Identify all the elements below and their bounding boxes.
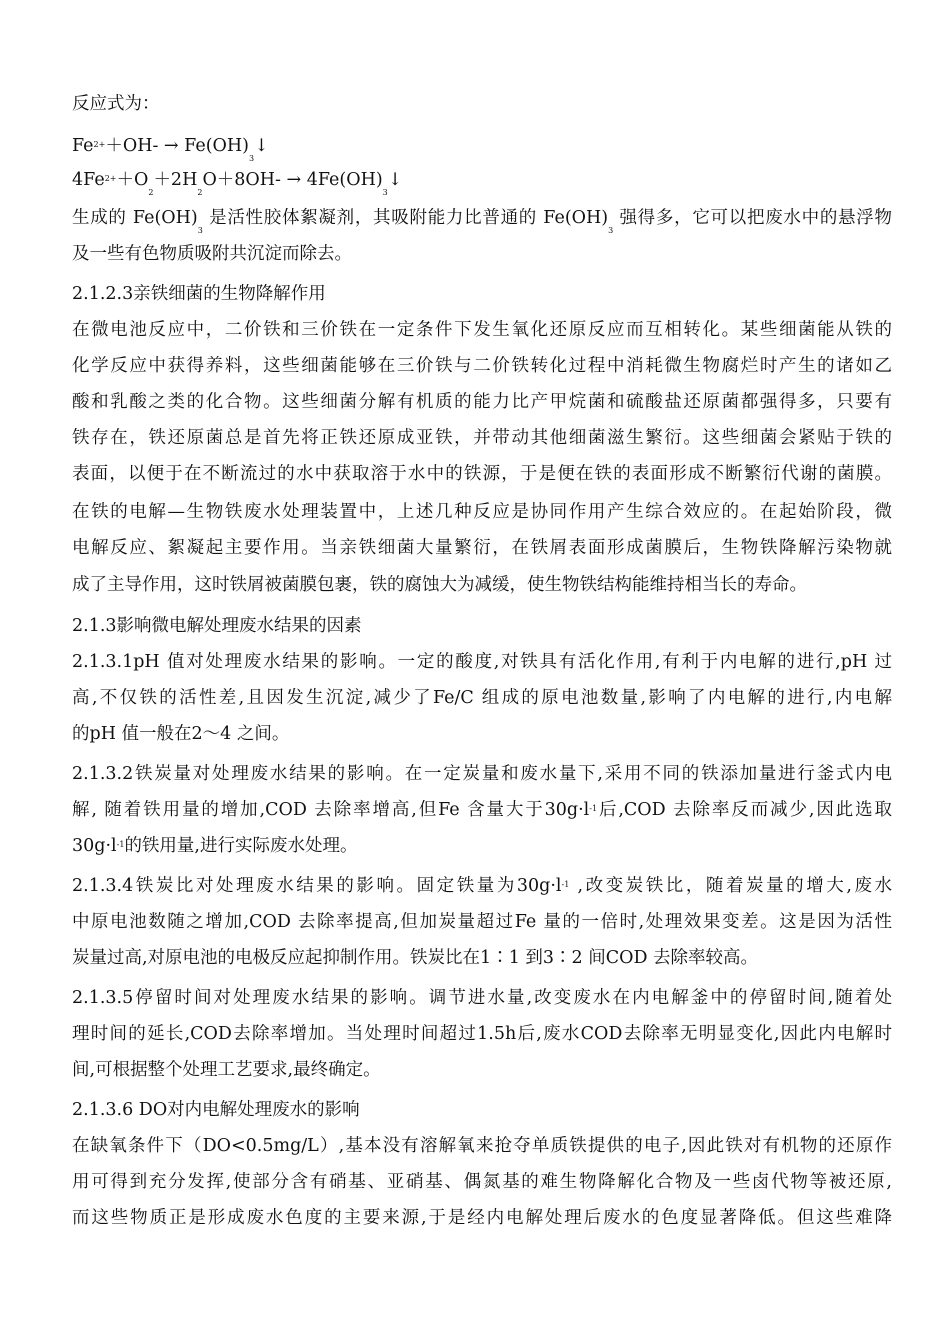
- text-line: 2.1.3.4铁炭比对处理废水结果的影响。固定铁量为$30g\cdot l^{-1}$ ,改变炭铁比，随着炭量的增大,废水: [72, 876, 893, 896]
- text-line: 高,不仅铁的活性差,且因发生沉淀,减少了Fe/C 组成的原电池数量,影响了内电解的进行,内电解: [72, 688, 892, 708]
- text-line: 中原电池数随之增加,COD 去除率提高,但加炭量超过Fe 量的一倍时,处理效果变差。这是因为活性: [72, 912, 892, 932]
- text-line: 而这些物质正是形成废水色度的主要来源,于是经内电解处理后废水的色度显著降低。但这些难降: [72, 1208, 892, 1228]
- text-line: $30g\cdot l^{-1}$的铁用量,进行实际废水处理。: [72, 836, 358, 856]
- text-line: 表面，以便于在不断流过的水中获取溶于水中的铁源，于是便在铁的表面形成不断繁衍代谢的菌膜。: [72, 464, 892, 484]
- text-line: 铁存在，铁还原菌总是首先将正铁还原成亚铁，并带动其他细菌滋生繁衍。这些细菌会紧贴于铁的: [72, 428, 892, 448]
- text-line: 反应式为：: [72, 94, 160, 114]
- text-line: 在铁的电解—生物铁废水处理装置中，上述几种反应是协同作用产生综合效应的。在起始阶段，微: [72, 502, 892, 522]
- text-line: 化学反应中获得养料，这些细菌能够在三价铁与二价铁转化过程中消耗微生物腐烂时产生的诸如乙: [72, 356, 892, 376]
- text-line: 间,可根据整个处理工艺要求,最终确定。: [72, 1060, 381, 1080]
- equation-line: $Fe^{2+}+OH-$ → $Fe(OH)_3↓$: [72, 136, 269, 163]
- text-line: 在缺氧条件下（DO<0.5mg/L）,基本没有溶解氧来抢夺单质铁提供的电子,因此铁对有机物的还原作: [72, 1136, 892, 1156]
- text-line: 用可得到充分发挥,使部分含有硝基、亚硝基、偶氮基的难生物降解化合物及一些卤代物等被还原,: [72, 1172, 892, 1192]
- section-heading: 2.1.3影响微电解处理废水结果的因素: [72, 616, 362, 636]
- text-line: 酸和乳酸之类的化合物。这些细菌分解有机质的能力比产甲烷菌和硫酸盐还原菌都强得多，只要有: [72, 392, 892, 412]
- text-line: 及一些有色物质吸附共沉淀而除去。: [72, 244, 352, 264]
- text-line: 理时间的延长,COD去除率增加。当处理时间超过1.5h后,废水COD去除率无明显变化,因此内电解时: [72, 1024, 892, 1044]
- section-heading: 2.1.2.3亲铁细菌的生物降解作用: [72, 284, 326, 304]
- section-heading: 2.1.3.6 DO对内电解处理废水的影响: [72, 1100, 360, 1120]
- text-line: 的pH 值一般在2～4 之间。: [72, 724, 290, 744]
- text-line: 炭量过高,对原电池的电极反应起抑制作用。铁炭比在1∶1 到3∶2 间COD 去除率较高。: [72, 948, 759, 968]
- text-line: 成了主导作用，这时铁屑被菌膜包裹，铁的腐蚀大为减缓，使生物铁结构能维持相当长的寿命。: [72, 575, 807, 595]
- text-line: 解, 随着铁用量的增加,COD 去除率增高,但Fe 含量大于$30g\cdot l^{-1}$后,COD 去除率反而减少,因此选取: [72, 800, 892, 820]
- text-line: 2.1.3.5停留时间对处理废水结果的影响。调节进水量,改变废水在内电解釜中的停留时间,随着处: [72, 988, 892, 1008]
- text-line: 生成的 $Fe(OH)_3$ 是活性胶体絮凝剂，其吸附能力比普通的 $Fe(OH)_3$ 强得多，它可以把废水中的悬浮物: [72, 208, 892, 235]
- text-line: 2.1.3.1pH 值对处理废水结果的影响。一定的酸度,对铁具有活化作用,有利于内电解的进行,pH 过: [72, 652, 892, 672]
- equation-line: $4Fe^{2+}+O_2+2H_2O+8OH-$ → $4Fe(OH)_3↓$: [72, 170, 403, 197]
- text-line: 2.1.3.2铁炭量对处理废水结果的影响。在一定炭量和废水量下,采用不同的铁添加量进行釜式内电: [72, 764, 892, 784]
- text-line: 电解反应、絮凝起主要作用。当亲铁细菌大量繁衍，在铁屑表面形成菌膜后，生物铁降解污染物就: [72, 538, 892, 558]
- text-line: 在微电池反应中，二价铁和三价铁在一定条件下发生氧化还原反应而互相转化。某些细菌能从铁的: [72, 320, 892, 340]
